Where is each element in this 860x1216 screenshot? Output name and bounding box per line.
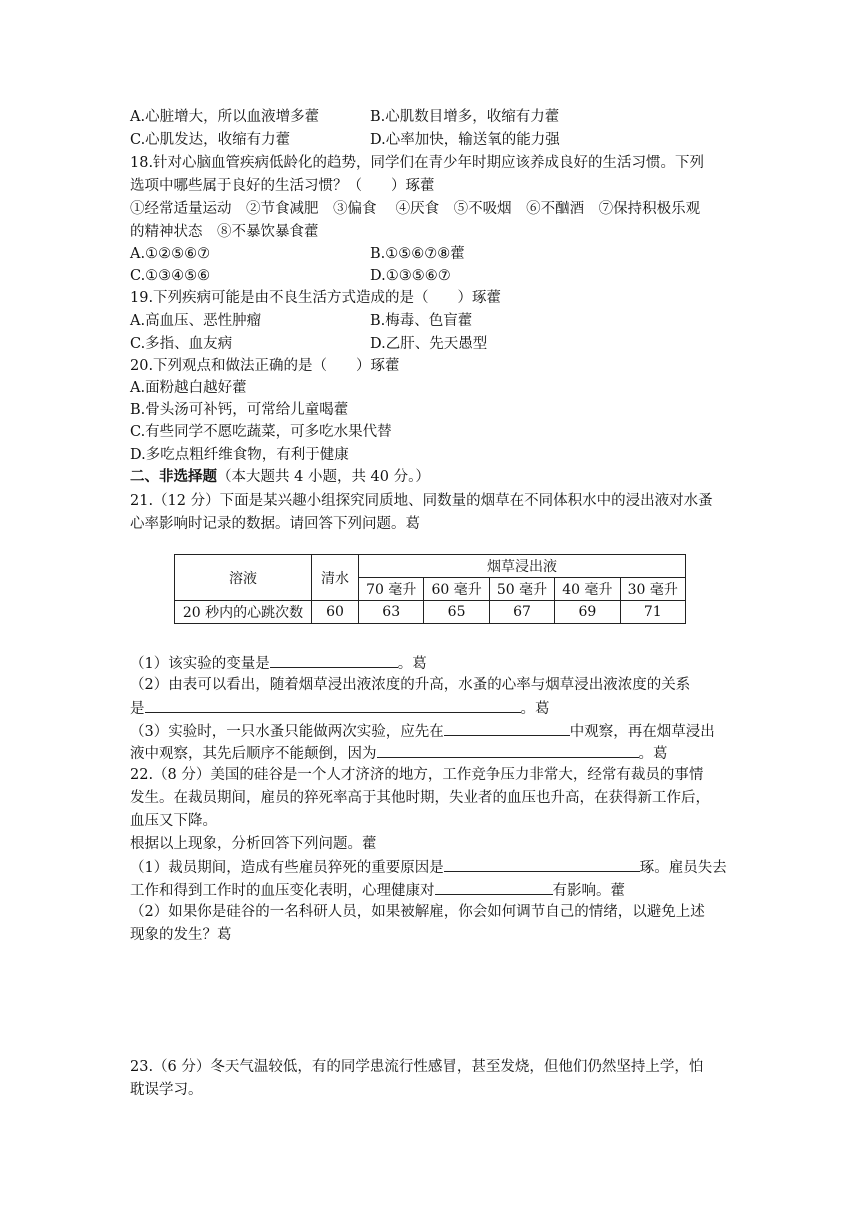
q18-option-c: C.①③④⑤⑥ [130, 268, 211, 284]
q21-sub1-text: （1）该实验的变量是 [130, 656, 270, 672]
q22-stem-line3: 血压又下降。 [130, 813, 217, 829]
header-volume: 40 毫升 [555, 578, 620, 601]
q19-option-a: A.高血压、恶性肿瘤 [130, 313, 262, 329]
q21-sub1-end: 。葛 [397, 656, 427, 672]
q22-sub1-line1 [130, 856, 727, 878]
row-label: 20 秒内的心跳次数 [175, 601, 312, 624]
q21-sub2-line1: （2）由表可以看出，随着烟草浸出液浓度的升高，水蚤的心率与烟草浸出液浓度的关系 [130, 677, 691, 693]
cell-value: 63 [359, 601, 424, 624]
header-volume: 70 毫升 [359, 578, 424, 601]
cell-value: 69 [555, 601, 620, 624]
q20-option-a: A.面粉越白越好藿 [130, 380, 247, 396]
q21-sub3-line2 [130, 742, 668, 764]
answer-blank[interactable] [270, 652, 398, 668]
cell-water: 60 [312, 601, 359, 624]
table-row [175, 601, 686, 624]
q21-sub2-line2 [130, 697, 550, 719]
answer-blank[interactable] [377, 742, 639, 758]
q22-sub1-line2 [130, 879, 625, 901]
answer-blank[interactable] [435, 879, 553, 895]
answer-blank[interactable] [444, 720, 570, 736]
answer-blank[interactable] [444, 856, 640, 872]
q21-stem-line1: 21.（12 分）下面是某兴趣小组探究同质地、同数量的烟草在不同体积水中的浸出液对水蚤 [130, 493, 713, 509]
q22-sub1-end: 有影响。藿 [552, 883, 625, 899]
q19-option-d: D.乙肝、先天愚型 [370, 336, 488, 352]
q18-option-a: A.①②⑤⑥⑦ [130, 246, 211, 262]
cell-value: 65 [424, 601, 489, 624]
header-volume: 60 毫升 [424, 578, 489, 601]
q21-sub1 [130, 652, 427, 674]
q21-sub2-text: 是 [130, 701, 145, 717]
q17-option-d: D.心率加快，输送氧的能力强 [370, 132, 560, 148]
q17-option-b: B.心肌数目增多，收缩有力藿 [370, 109, 560, 125]
cell-value: 71 [620, 601, 685, 624]
q19-option-b: B.梅毒、色盲藿 [370, 313, 473, 329]
header-volume: 50 毫升 [489, 578, 554, 601]
q18-items-line1: ①经常适量运动 ②节食减肥 ③偏食 ④厌食 ⑤不吸烟 ⑥不酗酒 ⑦保持积极乐观 [130, 201, 701, 217]
q20-stem: 20.下列观点和做法正确的是（ ）琢藿 [130, 358, 400, 374]
q19-stem: 19.下列疾病可能是由不良生活方式造成的是（ ）琢藿 [130, 290, 502, 306]
header-solution: 溶液 [175, 555, 312, 601]
q17-option-a: A.心脏增大，所以血液增多藿 [130, 109, 320, 125]
section-heading [130, 467, 430, 487]
q22-sub1-text2: 工作和得到工作时的血压变化表明，心理健康对 [130, 883, 435, 899]
q23-stem-line1: 23.（6 分）冬天气温较低，有的同学患流行性感冒，甚至发烧，但他们仍然坚持上学，怕 [130, 1059, 704, 1075]
q22-stem-line1: 22.（8 分）美国的硅谷是一个人才济济的地方，工作竞争压力非常大，经常有裁员的事情 [130, 767, 704, 783]
cell-value: 67 [489, 601, 554, 624]
answer-blank[interactable] [145, 697, 521, 713]
q21-sub3-line1 [130, 720, 715, 742]
q20-option-c: C.有些同学不愿吃蔬菜，可多吃水果代替 [130, 424, 392, 440]
q19-option-c: C.多指、血友病 [130, 336, 233, 352]
header-water: 清水 [312, 555, 359, 601]
header-volume: 30 毫升 [620, 578, 685, 601]
q18-stem-line2: 选项中哪些属于良好的生活习惯？（ ）琢藿 [130, 178, 435, 194]
q17-option-c: C.心肌发达，收缩有力藿 [130, 132, 291, 148]
q18-option-d: D.①③⑤⑥⑦ [370, 268, 451, 284]
q21-sub2-end: 。葛 [520, 701, 550, 717]
q22-sub2-line2: 现象的发生？葛 [130, 927, 232, 943]
q22-stem-line2: 发生。在裁员期间，雇员的猝死率高于其他时期，失业者的血压也升高，在获得新工作后， [130, 790, 710, 806]
header-extract: 烟草浸出液 [359, 555, 686, 578]
q21-sub3-text2: 液中观察，其先后顺序不能颠倒，因为 [130, 746, 377, 762]
q21-sub3-text: （3）实验时，一只水蚤只能做两次实验，应先在 [130, 724, 444, 740]
section-note: （本大题共 4 小题，共 40 分。） [217, 469, 430, 485]
q22-sub2-line1: （2）如果你是硅谷的一名科研人员，如果被解雇，你会如何调节自己的情绪，以避免上述 [130, 904, 705, 920]
q18-option-b: B.①⑤⑥⑦⑧藿 [370, 246, 465, 262]
q21-sub3-mid: 中观察，再在烟草浸出 [569, 724, 715, 740]
section-title: 二、非选择题 [130, 468, 217, 485]
q18-stem-line1: 18.针对心脑血管疾病低龄化的趋势，同学们在青少年时期应该养成良好的生活习惯。下列 [130, 155, 705, 171]
q20-option-d: D.多吃点粗纤维食物，有利于健康 [130, 447, 349, 463]
q23-stem-line2: 耽误学习。 [130, 1082, 203, 1098]
q21-sub3-end: 。葛 [638, 746, 668, 762]
q22-lead: 根据以上现象，分析回答下列问题。藿 [130, 836, 377, 852]
q21-stem-line2: 心率影响时记录的数据。请回答下列问题。葛 [130, 516, 420, 532]
q22-sub1-mid: 琢。雇员失去 [639, 860, 727, 876]
q20-option-b: B.骨头汤可补钙，可常给儿童喝藿 [130, 402, 349, 418]
q18-items-line2: 的精神状态 ⑧不暴饮暴食藿 [130, 224, 319, 240]
q22-sub1-text: （1）裁员期间，造成有些雇员猝死的重要原因是 [130, 860, 444, 876]
heart-rate-table [174, 554, 686, 624]
